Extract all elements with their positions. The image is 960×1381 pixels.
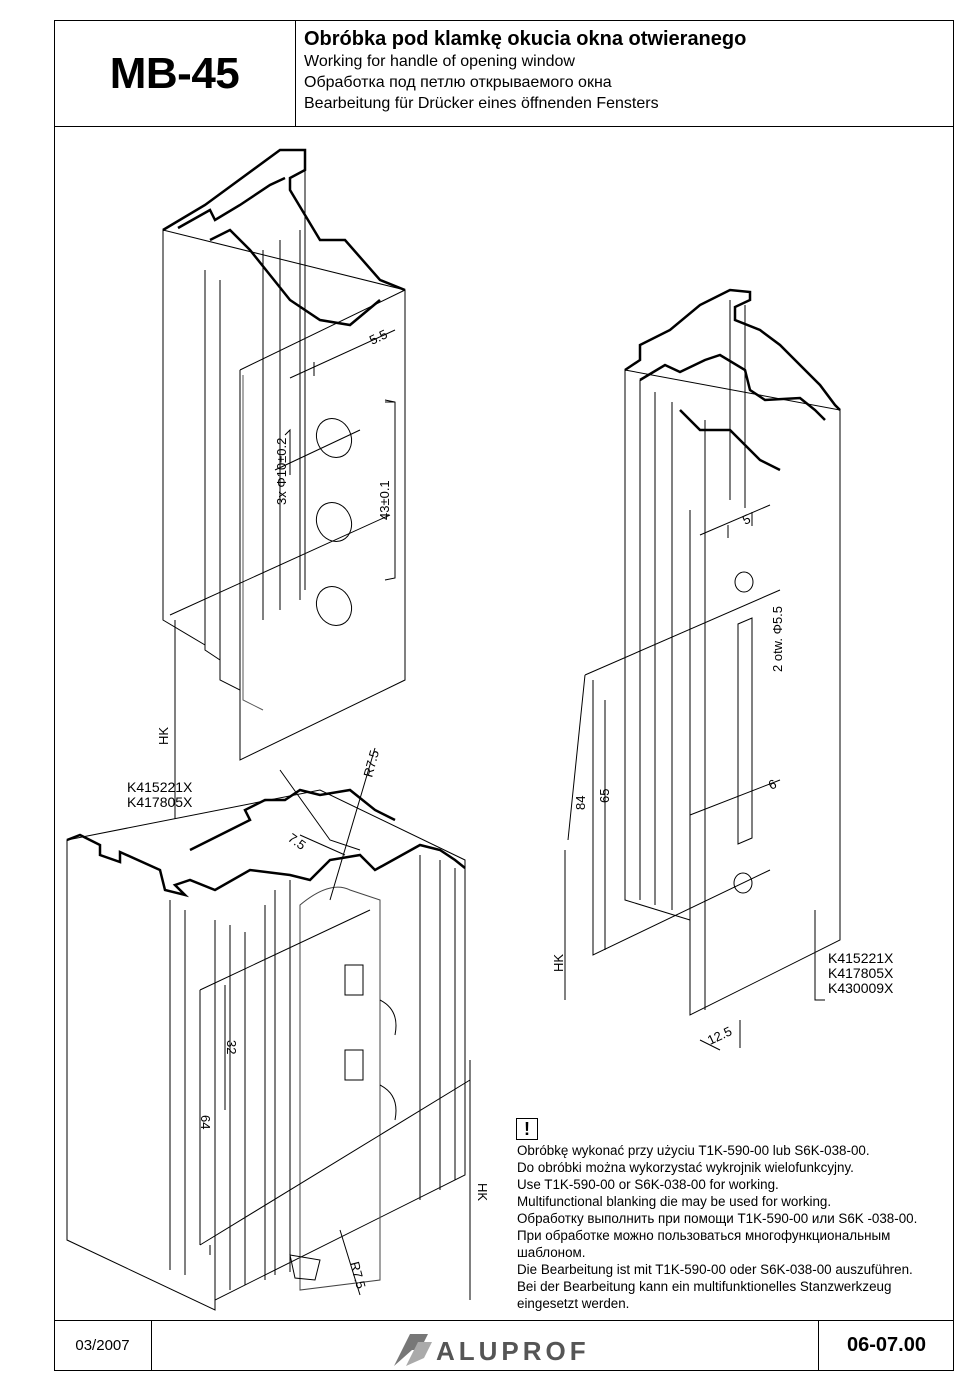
sheet-number-cell: [818, 1320, 954, 1371]
title-russian: Обработка под петлю открываемого окна: [304, 74, 612, 91]
left-profile-refs: [127, 780, 192, 810]
dim-65: 65: [597, 788, 612, 803]
dim-64: 64: [198, 1115, 213, 1130]
issue-date: 03/2007: [75, 1337, 130, 1354]
title-english: Working for handle of opening window: [304, 53, 575, 70]
dim-spacing: 43±0.1: [377, 480, 392, 520]
dim-5: 5: [739, 511, 753, 528]
date-cell: [54, 1320, 152, 1371]
dim-12-5: 12.5: [704, 1023, 735, 1048]
note-line: шаблоном.: [517, 1245, 586, 1260]
dim-32: 32: [224, 1040, 239, 1055]
note-line: Use T1K-590-00 or S6K-038-00 for working.: [517, 1177, 779, 1192]
note-line: Die Bearbeitung ist mit T1K-590-00 oder S6K-038-00 auszuführen.: [517, 1262, 913, 1277]
dim-hk-lower: HK: [475, 1183, 490, 1202]
dim-radius-bottom: R7.5: [347, 1259, 369, 1291]
dim-2-holes: 2 otw. Φ5.5: [770, 605, 785, 672]
note-line: eingesetzt werden.: [517, 1296, 630, 1311]
system-code: MB-45: [109, 48, 240, 98]
system-code-cell: [54, 20, 296, 127]
dim-top-offset: 5.5: [366, 326, 390, 348]
lower-left-profile: [67, 748, 470, 1310]
sheet-number: 06-07.00: [847, 1334, 926, 1356]
dim-radius-top: R7.5: [360, 748, 383, 779]
note-line: Obróbkę wykonać przy użyciu T1K-590-00 lub S6K-038-00.: [517, 1143, 870, 1158]
right-profile-ref-2: K417805X: [828, 965, 894, 981]
dim-hk: HK: [156, 726, 171, 745]
working-notes: [517, 1142, 947, 1312]
note-line: При обработке можно пользоваться многофункциональным: [517, 1228, 891, 1243]
brand-name: ALUPROF: [436, 1336, 590, 1366]
note-line: Multifunctional blanking die may be used for working.: [517, 1194, 832, 1209]
note-line: Bei der Bearbeitung kann ein multifunktionelles Stanzwerkzeug: [517, 1279, 892, 1294]
dim-hk-right: HK: [551, 953, 566, 972]
title-polish: Obróbka pod klamkę okucia okna otwieranego: [304, 28, 747, 50]
right-profile: [565, 290, 840, 1050]
warning-icon: !: [516, 1118, 538, 1140]
right-profile-ref-3: K430009X: [828, 980, 894, 996]
dim-offset-lower: 7.5: [285, 830, 309, 853]
left-profile-ref-1: K415221X: [127, 779, 193, 795]
note-line: Do obróbki można wykorzystać wykrojnik wielofunkcyjny.: [517, 1160, 854, 1175]
title-group: [304, 27, 944, 114]
left-profile-ref-2: K417805X: [127, 794, 193, 810]
right-profile-refs: [828, 951, 893, 996]
dim-6: 6: [765, 776, 779, 793]
dim-holes: 3x Φ10±0.2: [274, 437, 289, 505]
dim-84: 84: [573, 795, 588, 810]
title-german: Bearbeitung für Drücker eines öffnenden Fensters: [304, 95, 659, 112]
note-line: Обработку выполнить при помощи T1K-590-00 или S6K -038-00.: [517, 1211, 918, 1226]
right-profile-ref-1: K415221X: [828, 950, 894, 966]
